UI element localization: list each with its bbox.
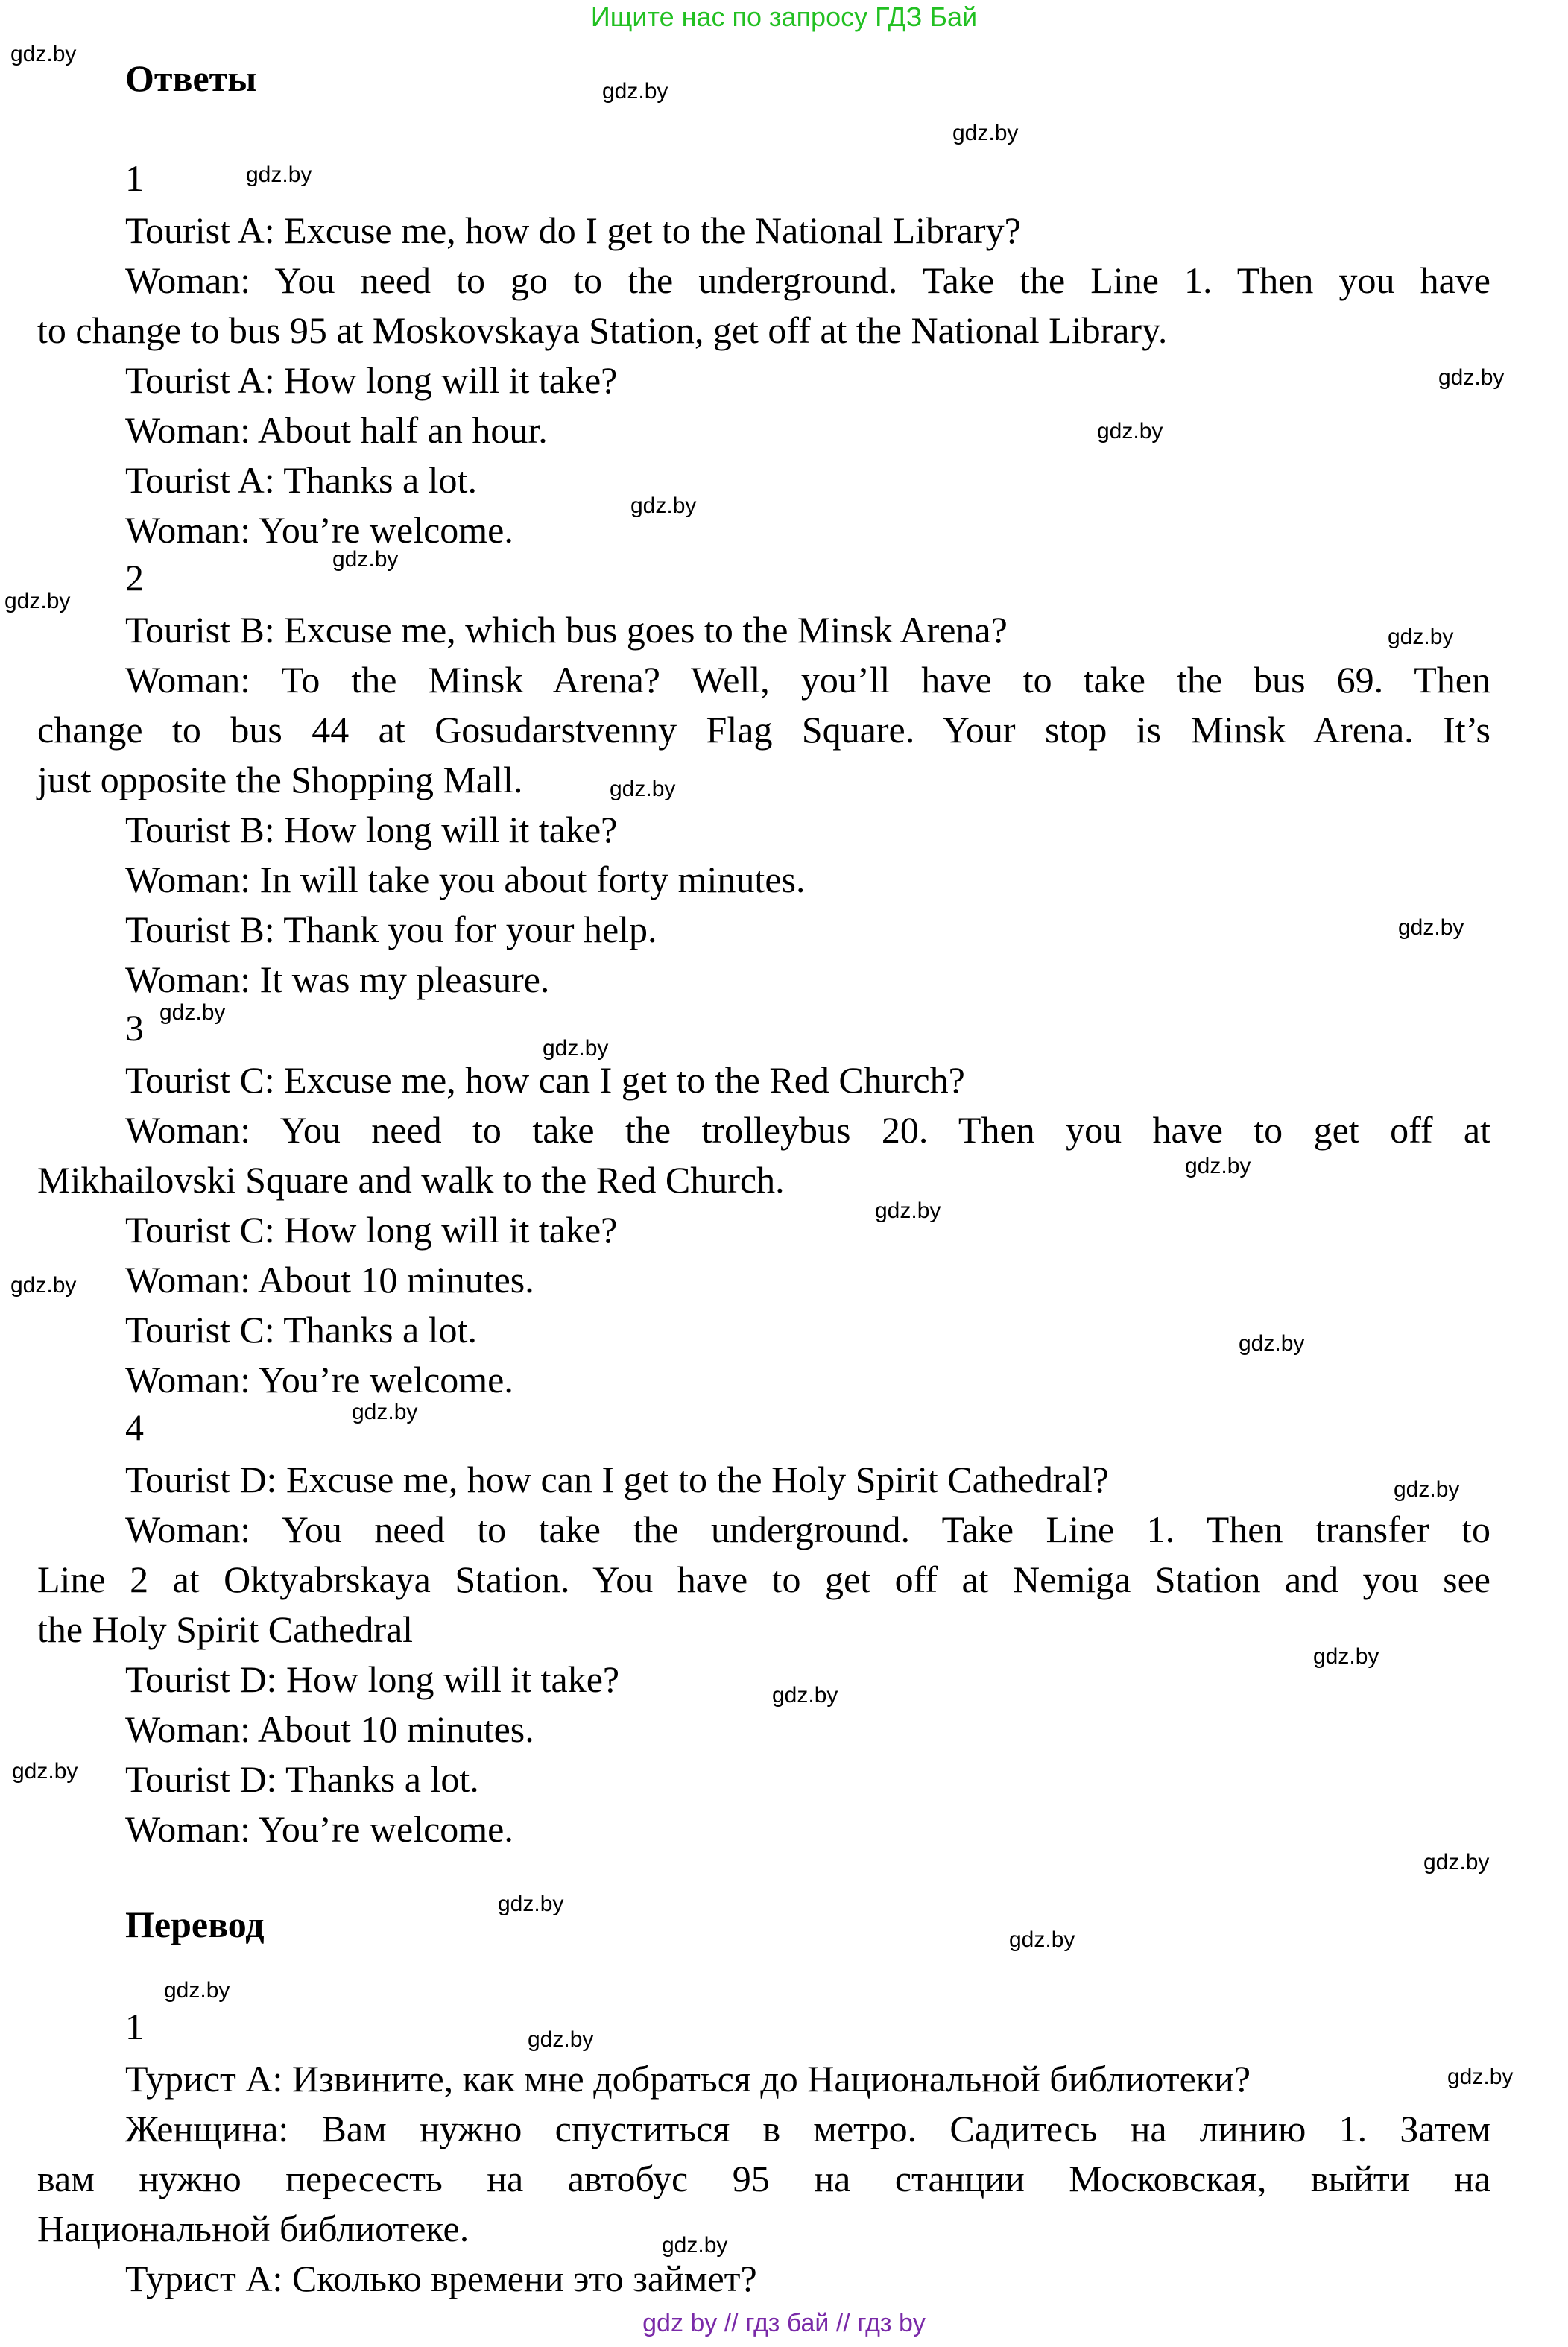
watermark: gdz.by bbox=[610, 777, 676, 801]
dialogue-2-line-3: change to bus 44 at Gosudarstvenny Flag Square. Your stop is Minsk Arena. It’s bbox=[37, 709, 1490, 751]
dialogue-1-line-6: Tourist A: Thanks a lot. bbox=[125, 459, 477, 501]
translation-1-line-4: Национальной библиотеке. bbox=[37, 2208, 470, 2249]
top-banner[interactable]: Ищите нас по запросу ГДЗ Бай bbox=[590, 1, 978, 32]
translation-1-line-3: вам нужно пересесть на автобус 95 на станции Московская, выйти на bbox=[37, 2158, 1490, 2199]
dialogue-4-line-2: Woman: You need to take the underground. Take Line 1. Then transfer to bbox=[125, 1509, 1490, 1550]
dialogue-4-line-5: Tourist D: How long will it take? bbox=[125, 1658, 620, 1700]
watermark: gdz.by bbox=[164, 1978, 230, 2003]
dialogue-4-line-8: Woman: You’re welcome. bbox=[125, 1808, 513, 1850]
dialogue-2-line-2: Woman: To the Minsk Arena? Well, you’ll have to take the bus 69. Then bbox=[125, 659, 1490, 701]
watermark: gdz.by bbox=[1009, 1927, 1075, 1952]
dialogue-1-line-3: to change to bus 95 at Moskovskaya Station, get off at the National Library. bbox=[37, 309, 1168, 351]
dialogue-3-line-2: Woman: You need to take the trolleybus 20. Then you have to get off at bbox=[125, 1109, 1490, 1151]
watermark: gdz.by bbox=[602, 79, 668, 104]
watermark: gdz.by bbox=[630, 493, 697, 518]
watermark: gdz.by bbox=[1097, 419, 1163, 443]
dialogue-1-line-2: Woman: You need to go to the underground. Take the Line 1. Then you have bbox=[125, 259, 1490, 301]
watermark: gdz.by bbox=[332, 547, 399, 572]
answers-heading: Ответы bbox=[125, 57, 257, 99]
watermark: gdz.by bbox=[10, 42, 77, 66]
watermark: gdz.by bbox=[772, 1683, 838, 1708]
dialogue-1-line-7: Woman: You’re welcome. bbox=[125, 509, 513, 551]
watermark: gdz.by bbox=[1423, 1850, 1490, 1874]
translation-heading: Перевод bbox=[125, 1904, 265, 1945]
dialogue-3-line-5: Woman: About 10 minutes. bbox=[125, 1259, 534, 1301]
watermark: gdz.by bbox=[159, 1000, 226, 1025]
dialogue-2-line-4: just opposite the Shopping Mall. bbox=[37, 759, 523, 800]
dialogue-4-number: 4 bbox=[125, 1406, 144, 1448]
watermark: gdz.by bbox=[528, 2027, 594, 2052]
watermark: gdz.by bbox=[4, 589, 71, 613]
dialogue-3-line-4: Tourist C: How long will it take? bbox=[125, 1209, 618, 1251]
translation-1-line-1: Турист А: Извините, как мне добраться до Национальной библиотеки? bbox=[125, 2058, 1251, 2100]
bottom-banner[interactable]: gdz by // гдз бай // гдз by bbox=[642, 2309, 926, 2337]
dialogue-2-line-1: Tourist B: Excuse me, which bus goes to the Minsk Arena? bbox=[125, 609, 1008, 651]
watermark: gdz.by bbox=[662, 2233, 728, 2258]
watermark: gdz.by bbox=[1185, 1154, 1251, 1178]
watermark: gdz.by bbox=[1398, 915, 1464, 940]
translation-1-line-5: Турист А: Сколько времени это займет? bbox=[125, 2258, 757, 2299]
translation-1-line-2: Женщина: Вам нужно спуститься в метро. Садитесь на линию 1. Затем bbox=[125, 2108, 1490, 2149]
dialogue-3-line-7: Woman: You’re welcome. bbox=[125, 1359, 513, 1400]
dialogue-4-line-1: Tourist D: Excuse me, how can I get to the Holy Spirit Cathedral? bbox=[125, 1459, 1109, 1500]
watermark: gdz.by bbox=[1438, 365, 1505, 390]
watermark: gdz.by bbox=[498, 1892, 564, 1916]
dialogue-4-line-3: Line 2 at Oktyabrskaya Station. You have to get off at Nemiga Station and you see bbox=[37, 1558, 1490, 1600]
watermark: gdz.by bbox=[952, 121, 1019, 145]
dialogue-1-line-5: Woman: About half an hour. bbox=[125, 409, 548, 451]
watermark: gdz.by bbox=[543, 1036, 609, 1061]
watermark: gdz.by bbox=[352, 1400, 418, 1424]
dialogue-4-line-7: Tourist D: Thanks a lot. bbox=[125, 1758, 479, 1800]
dialogue-3-line-1: Tourist C: Excuse me, how can I get to the Red Church? bbox=[125, 1059, 965, 1101]
dialogue-3-line-6: Tourist C: Thanks a lot. bbox=[125, 1309, 477, 1351]
translation-1-number: 1 bbox=[125, 2006, 144, 2047]
watermark: gdz.by bbox=[1388, 625, 1454, 649]
watermark: gdz.by bbox=[1239, 1331, 1305, 1356]
dialogue-2-number: 2 bbox=[125, 557, 144, 598]
watermark: gdz.by bbox=[10, 1273, 77, 1298]
dialogue-3-line-3: Mikhailovski Square and walk to the Red Church. bbox=[37, 1159, 785, 1201]
dialogue-4-line-4: the Holy Spirit Cathedral bbox=[37, 1608, 414, 1650]
watermark: gdz.by bbox=[12, 1759, 78, 1784]
watermark: gdz.by bbox=[246, 162, 312, 187]
dialogue-1-number: 1 bbox=[125, 157, 144, 199]
watermark: gdz.by bbox=[1394, 1477, 1460, 1502]
watermark: gdz.by bbox=[1313, 1644, 1379, 1669]
dialogue-3-number: 3 bbox=[125, 1007, 144, 1049]
dialogue-2-line-8: Woman: It was my pleasure. bbox=[125, 958, 550, 1000]
watermark: gdz.by bbox=[1447, 2065, 1514, 2089]
dialogue-2-line-6: Woman: In will take you about forty minutes. bbox=[125, 859, 806, 900]
dialogue-2-line-7: Tourist B: Thank you for your help. bbox=[125, 909, 657, 950]
dialogue-1-line-4: Tourist A: How long will it take? bbox=[125, 359, 618, 401]
dialogue-2-line-5: Tourist B: How long will it take? bbox=[125, 809, 618, 850]
dialogue-1-line-1: Tourist A: Excuse me, how do I get to the National Library? bbox=[125, 209, 1021, 251]
dialogue-4-line-6: Woman: About 10 minutes. bbox=[125, 1708, 534, 1750]
watermark: gdz.by bbox=[875, 1198, 941, 1223]
